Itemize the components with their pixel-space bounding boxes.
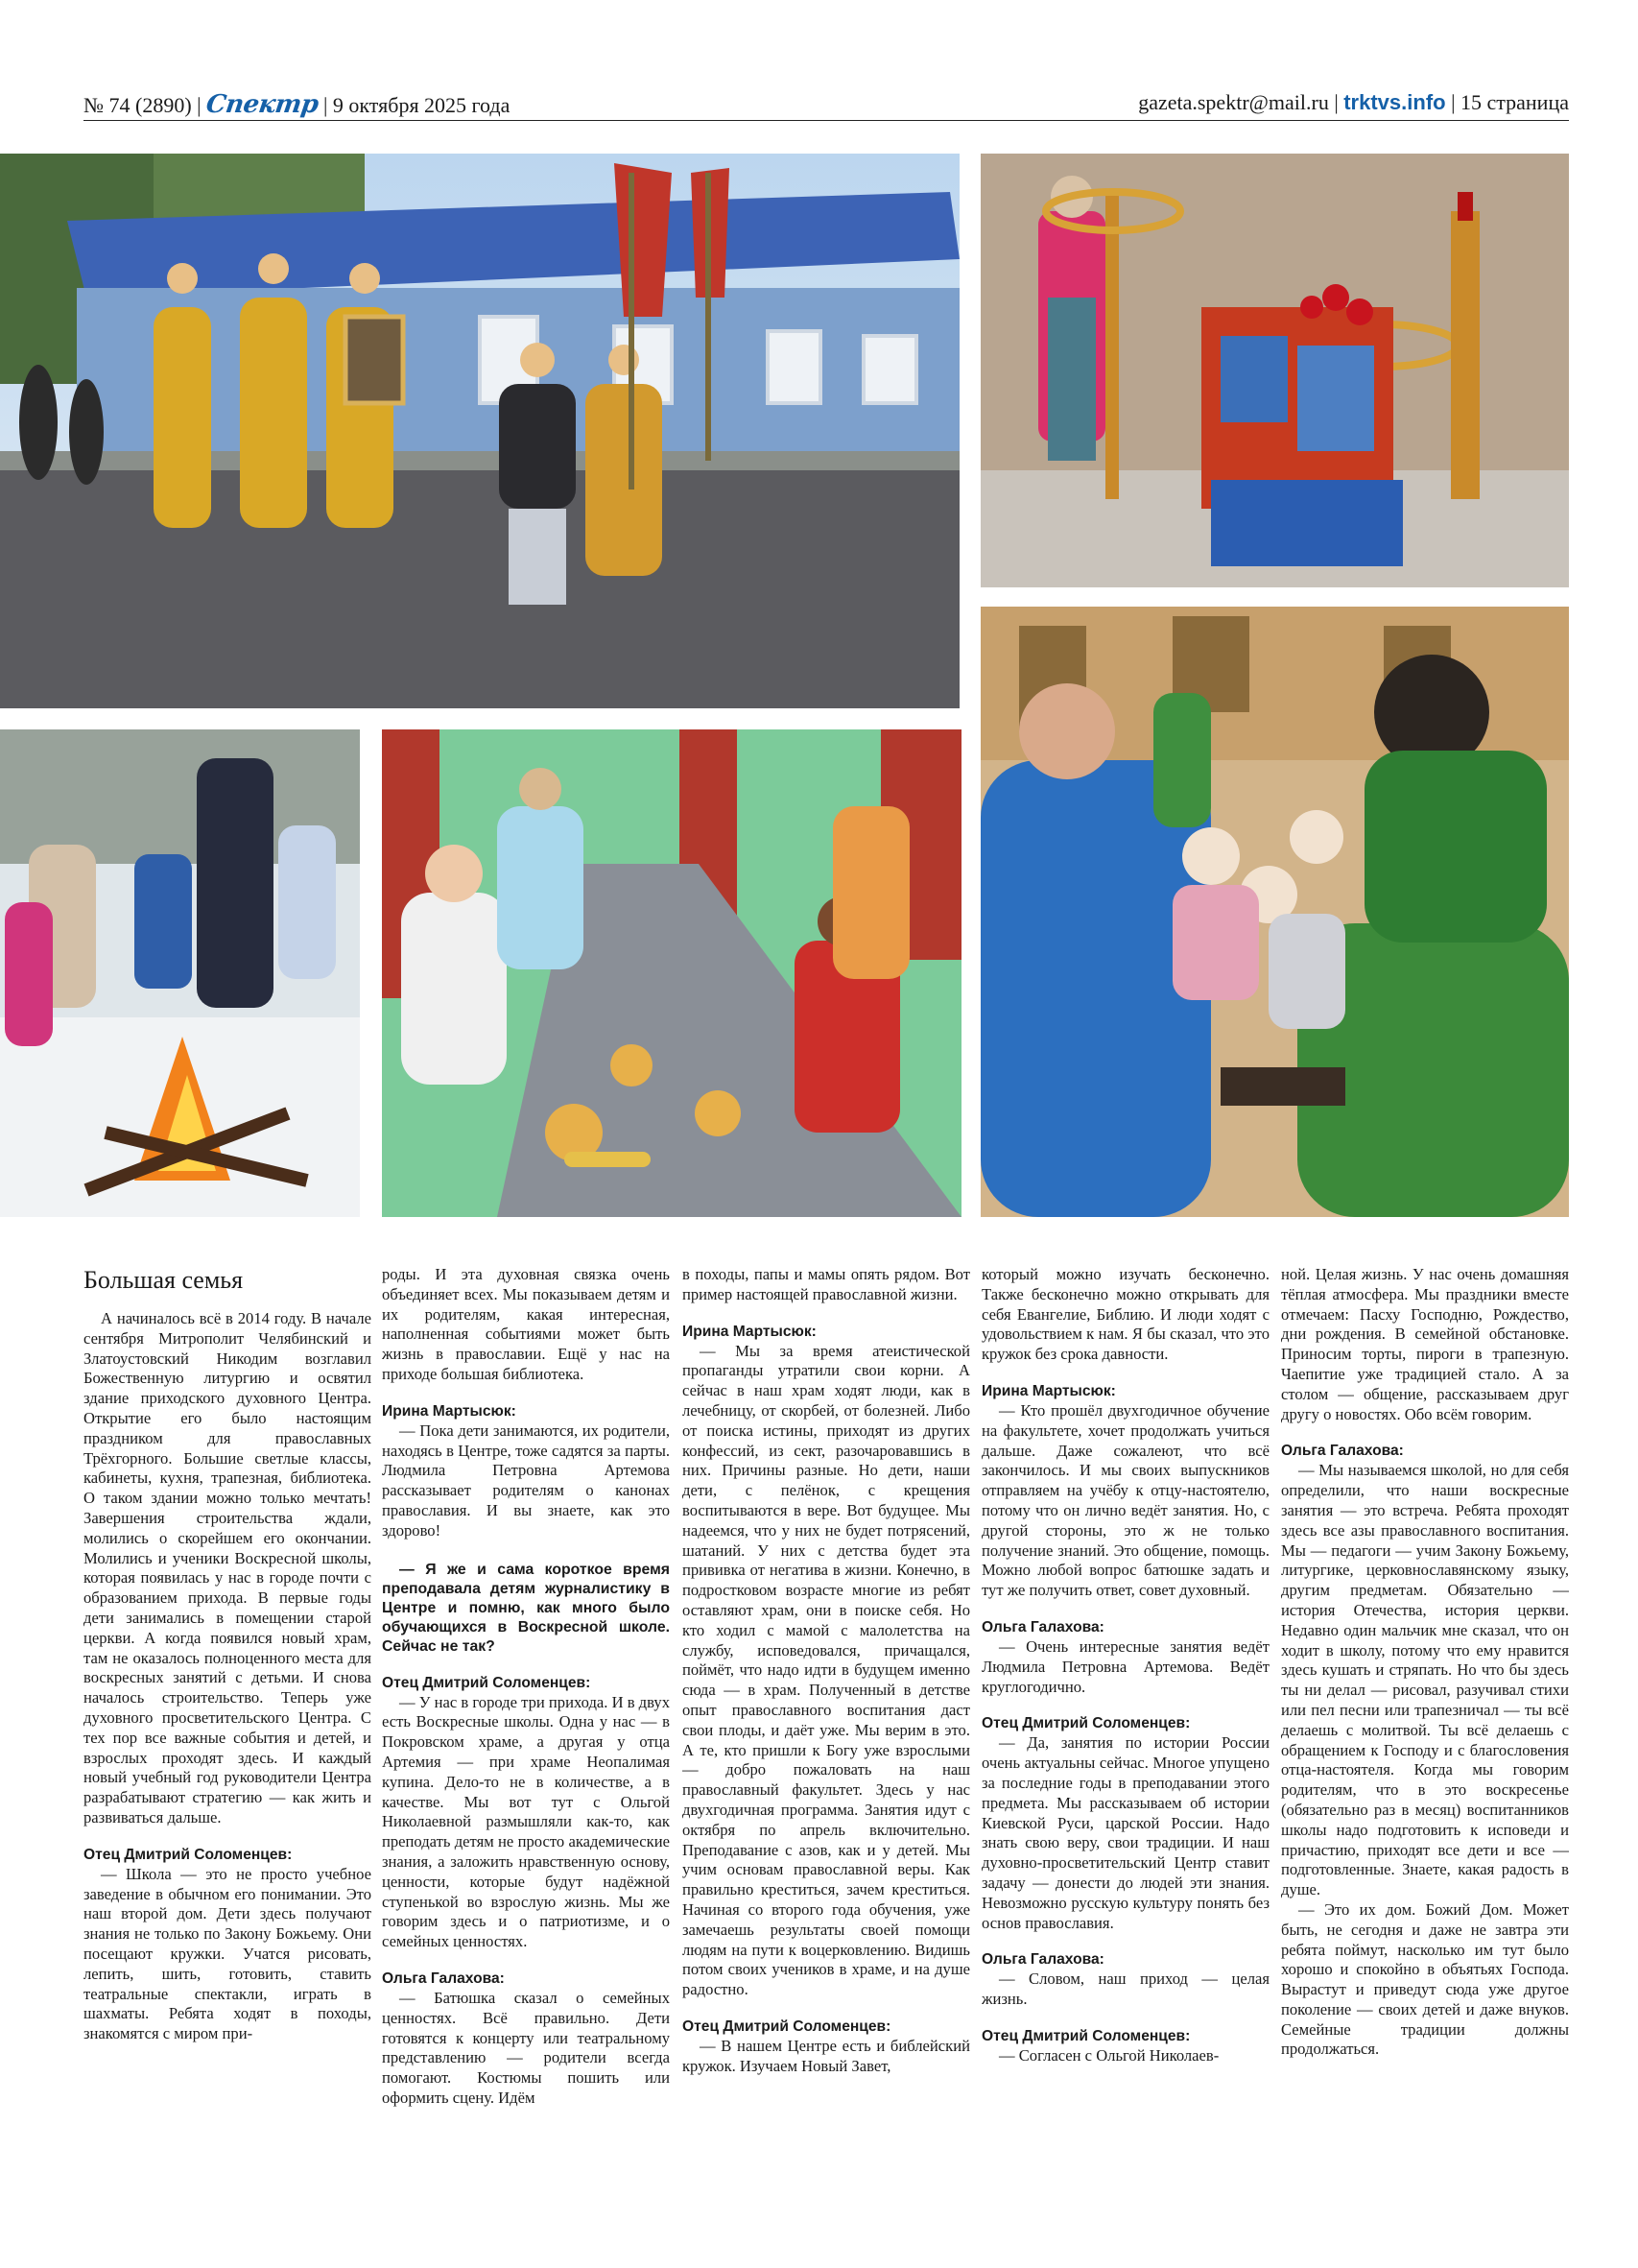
- article-paragraph: роды. И эта духовная связка очень объединяет всех. Мы показываем детям и их родителям, какая интересная, наполненная событиями может быть жизнь в православии. Ещё у нас на приходе большая библиотека.: [382, 1265, 670, 1383]
- speaker-name: Отец Дмитрий Соломенцев:: [982, 1715, 1191, 1732]
- article-column-3: [682, 1265, 970, 2244]
- speaker-name: Ирина Мартысюк:: [982, 1382, 1116, 1399]
- speaker-name: Ольга Галахова:: [982, 1618, 1104, 1635]
- communion-image: [981, 607, 1569, 1217]
- photo-bonfire: [0, 729, 360, 1217]
- page-header: [83, 88, 1569, 121]
- newspaper-logo: Спектр: [203, 90, 320, 119]
- article-paragraph: — Мы называемся школой, но для себя определили, что наши воскресные занятия — это встреча. Ребята проходят здесь все азы православного воспитания. Мы — педагоги — учим Закону Божьему, литургике, церковнославянскому языку, другим предметам. Обязательно — история Отечества, история церкви. Недавно один мальчик мне сказал, что он ходит в школу, потому что ему нравится здесь кушать и стряпать. Но что бы здесь ты ни делал — рисовал, разучивал стихи или пел песни или трапезничал — ты всё делаешь с молитвой. Ты всё делаешь с обращением к Господу и с благословения отца-настоятеля. Когда мы говорим родителям, что в это воскресенье (обязательно раз в месяц) воспитанников школы надо подготовить к исповеди и причастию, приходят все дети и все — подготовленные. Знаете, какая радость в душе.: [1281, 1461, 1569, 1899]
- article-paragraph: — Словом, наш приход — целая жизнь.: [982, 1970, 1270, 2009]
- article-column-1: [83, 1265, 371, 2244]
- article-paragraph: который можно изучать бесконечно. Также бесконечно можно открывать для себя Евангелие, Библию. И люди ходят с удовольствием к нам. Я бы сказал, что это кружок без срока давности.: [982, 1265, 1270, 1364]
- speaker-name: Ольга Галахова:: [1281, 1443, 1404, 1460]
- article-paragraph: — Да, занятия по истории России очень актуальны сейчас. Многое упущено за последние годы в преподавании этого предмета. Мы рассказываем об истории Киевской Руси, царской России. Надо знать свою веру, свои традиции. И наш духовно-просветительский Центр ставит задачу — донести до людей эти знания. Невозможно русскую культуру понять без основ православия.: [982, 1733, 1270, 1932]
- procession-image: [0, 154, 960, 708]
- candles-image: [981, 154, 1569, 587]
- contact-email[interactable]: gazeta.spektr@mail.ru: [1138, 90, 1329, 114]
- photo-candles: [981, 154, 1569, 587]
- photo-procession: [0, 154, 960, 708]
- page-number: 15 страница: [1460, 90, 1569, 114]
- speaker-name: Отец Дмитрий Соломенцев:: [982, 2027, 1191, 2044]
- issue-number: № 74 (2890): [83, 93, 192, 117]
- speaker-name: Ирина Мартысюк:: [382, 1402, 516, 1420]
- article-paragraph: — У нас в городе три прихода. И в двух есть Воскресные школы. Одна у нас — в Покровском храме, а другая у отца Артемия — при храме Неопалимая купина. Дело-то не в количестве, а в качестве. Мы вот тут с Ольгой Николаевной размышляли как-то, как преподать детям не просто академические знания, а заложить нравственную основу, ценности, которые будут надёжной ступенькой во взрослую жизнь. Мы же говорим здесь и о патриотизме, и о семейных ценностях.: [382, 1692, 670, 1951]
- article-column-2: [382, 1265, 670, 2244]
- bonfire-image: [0, 729, 360, 1217]
- speaker-name: Отец Дмитрий Соломенцев:: [382, 1674, 591, 1691]
- interviewer-question: — Я же и сама короткое время преподавала детям журналистику в Центре и помню, как много было обучающихся в Воскресной школе. Сейчас не так?: [382, 1561, 670, 1655]
- photo-communion: [981, 607, 1569, 1217]
- article-paragraph: — Пока дети занимаются, их родители, находясь в Центре, тоже садятся за парты. Людмила Петровна Артемова рассказывает родителям о канонах православия. И вы знаете, как это здорово!: [382, 1420, 670, 1540]
- header-right: gazeta.spektr@mail.ru | trktvs.info | 15 страница: [1138, 90, 1569, 114]
- article-paragraph: — Батюшка сказал о семейных ценностях. Всё правильно. Дети готовятся к концерту или театральному представлению — родители всегда помогают. Костюмы пошить или оформить сцену. Идём: [382, 1988, 670, 2107]
- speaker-name: Ирина Мартысюк:: [682, 1323, 817, 1340]
- article-paragraph: — В нашем Центре есть и библейский кружок. Изучаем Новый Завет,: [682, 2036, 970, 2075]
- article-paragraph: — Школа — это не просто учебное заведение в обычном его понимании. Это наш второй дом. Дети здесь получают знания не только по Закону Божьему. Они посещают кружки. Учатся рисовать, лепить, шить, готовить, ставить театральные спектакли, играть в шахматы. Ребята ходят в походы, знакомятся с миром при-: [83, 1864, 371, 2043]
- photo-kitchen-class: [382, 729, 961, 1217]
- website-link[interactable]: trktvs.info: [1343, 90, 1446, 114]
- article-paragraph: А начиналось всё в 2014 году. В начале сентября Митрополит Челябинский и Златоустовский Никодим возглавил Божественную литургию и освятил здание приходского духовного Центра. Открытие его было настоящим праздником для православных Трёхгорного. Большие светлые классы, кабинеты, кухня, трапезная, библиотека. О таком здании можно только мечтать! Завершения строительства ждали, молились о скорейшем его окончании. Молились и ученики Воскресной школы, которая появилась у нас в городе почти с образованием прихода. В первые годы дети занимались в помещении старой церкви. А когда появился новый храм, там не оказалось полноценного места для воскресных занятий с детьми. И снова началось строительство. Теперь уже духовного просветительского Центра. С тех пор все важные события и детей, и взрослых проходят здесь. И каждый новый учебный год руководители Центра разрабатывают стратегию — как жить и развиваться дальше.: [83, 1309, 371, 1826]
- article-paragraph: — Очень интересные занятия ведёт Людмила Петровна Артемова. Ведёт круглогодично.: [982, 1636, 1270, 1696]
- issue-date: 9 октября 2025 года: [332, 93, 510, 117]
- article-paragraph: в походы, папы и мамы опять рядом. Вот пример настоящей православной жизни.: [682, 1265, 970, 1303]
- speaker-name: Отец Дмитрий Соломенцев:: [83, 1846, 293, 1863]
- speaker-name: Отец Дмитрий Соломенцев:: [682, 2017, 891, 2035]
- article-paragraph: — Это их дом. Божий Дом. Может быть, не сегодня и даже не завтра эти ребята поймут, насколько им тут было хорошо и спокойно в объятьях Господа. Вырастут и приведут сюда уже другое поколение — своих детей и даже внуков. Семейные традиции должны продолжаться.: [1281, 1899, 1569, 2059]
- header-left: № 74 (2890) | Спектр | 9 октября 2025 года: [83, 90, 510, 119]
- speaker-name: Ольга Галахова:: [382, 1970, 505, 1987]
- article-paragraph: — Кто прошёл двухгодичное обучение на факультете, хочет продолжать учиться дальше. Даже сожалеют, что всё закончилось. И мы своих выпускников отправляем на учёбу к отцу-настоятелю, потому что он лично ведёт занятия. Но, с другой стороны, это ж не только получение знаний. Это общение, помощь. Можно любой вопрос батюшке задать и тут же получить ответ, совет духовный.: [982, 1400, 1270, 1600]
- article-column-4: [982, 1265, 1270, 2244]
- kitchen-class-image: [382, 729, 961, 1217]
- article-paragraph: ной. Целая жизнь. У нас очень домашняя тёплая атмосфера. Мы праздники вместе отмечаем: Пасху Господню, Рождество, дни рождения. В семейной обстановке. Приносим торты, пироги в трапезную. Чаепитие уже традицией стало. А за столом — общение, рассказываем друг другу о новостях. Обо всём говорим.: [1281, 1265, 1569, 1423]
- article-column-5: [1281, 1265, 1569, 2244]
- article-paragraph: — Мы за время атеистической пропаганды утратили свои корни. А сейчас в наш храм ходят люди, как в лечебницу, от скорбей, от болезней. Либо от поиска истины, приходят из других конфессий, из сект, разочаровавшись в них. Причины разные. Но дети, наши дети, с пелёнок, с крещения воспитываются в вере. Вот будущее. Мы надеемся, что у них не будет потрясений, шатаний. У них с детства будет эта прививка от негатива в жизни. Конечно, в подростковом возрасте многие из ребят оставляют храм, они в поиске себя. Но кто ходил с мамой с малолетства на службу, исповедовался, причащался, поймёт, что надо идти в будущем именно сюда — в храм. Полученный в детстве опыт православного воспитания даст свои плоды, и даёт уже. Мы верим в это. А те, кто пришли к Богу уже взрослыми — добро пожаловать на наш православный факультет. Здесь у нас двухгодичная программа. Занятия идут с октября по апрель включительно. Преподавание с азов, как и у детей. Мы учим основам православной веры. Как правильно креститься, зачем креститься. Начиная со второго года обучения, уже замечаешь результаты своей помощи людям на пути к воцерковлению. Видишь потом своих учеников в храме, и на душе радостно.: [682, 1341, 970, 1999]
- article-paragraph: — Согласен с Ольгой Николаев-: [999, 2045, 1220, 2065]
- speaker-name: Ольга Галахова:: [982, 1951, 1104, 1969]
- article-headline: Большая семья: [83, 1266, 244, 1294]
